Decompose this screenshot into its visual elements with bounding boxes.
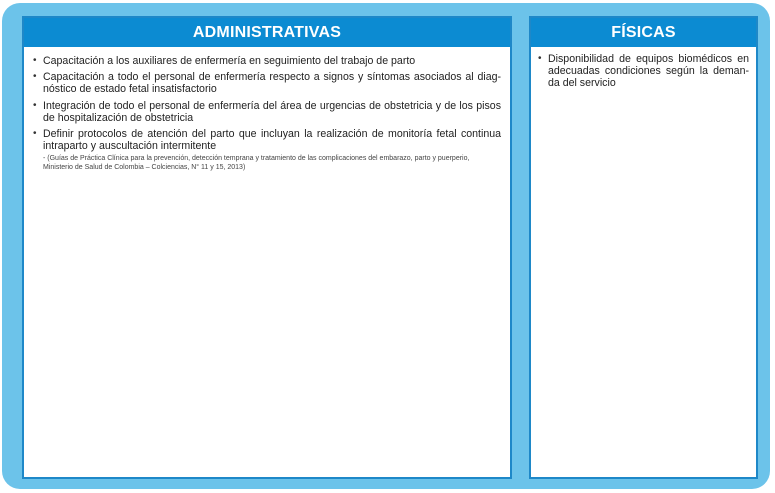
bullet-icon: • bbox=[538, 53, 542, 64]
item-text: Disponibilidad de equipos biomédicos en adecuadas condiciones según la deman-da del servicio bbox=[548, 53, 749, 90]
outer-frame bbox=[2, 3, 770, 489]
list-item bbox=[33, 100, 501, 124]
fisicas-panel bbox=[529, 16, 758, 479]
item-text: Capacitación a los auxiliares de enfermería en seguimiento del trabajo de parto bbox=[43, 55, 416, 67]
list-item bbox=[33, 128, 501, 152]
item-text: Definir protocolos de atención del parto que incluyan la realización de monitoría fetal continua intraparto y auscultación intermitente bbox=[43, 128, 501, 153]
administrativas-title: ADMINISTRATIVAS bbox=[24, 18, 510, 47]
item-text: Integración de todo el personal de enfermería del área de urgencias de obstetricia y de los pisos de hospitalización de obstetricia bbox=[43, 99, 501, 124]
bullet-icon: • bbox=[33, 99, 37, 111]
list-item bbox=[33, 55, 501, 67]
list-item bbox=[538, 53, 749, 90]
item-text: Capacitación a todo el personal de enfermería respecto a signos y síntomas asociados al diag-nóstico de estado fetal insatisfactorio bbox=[43, 71, 501, 96]
fisicas-title: FÍSICAS bbox=[531, 18, 756, 47]
list-item bbox=[33, 71, 501, 95]
bullet-icon: • bbox=[33, 55, 37, 66]
administrativas-panel bbox=[22, 16, 512, 479]
fisicas-list bbox=[531, 47, 756, 90]
bullet-icon: • bbox=[33, 128, 37, 140]
administrativas-list bbox=[24, 47, 510, 172]
bullet-icon: • bbox=[33, 71, 37, 83]
reference-note: - (Guías de Práctica Clínica para la prevención, detección temprana y tratamiento de las complicaciones del embarazo, parto y puerperio, Ministerio de Salud de Colombia – Colciencias, N° 11 y 15, 2013) bbox=[43, 155, 470, 171]
